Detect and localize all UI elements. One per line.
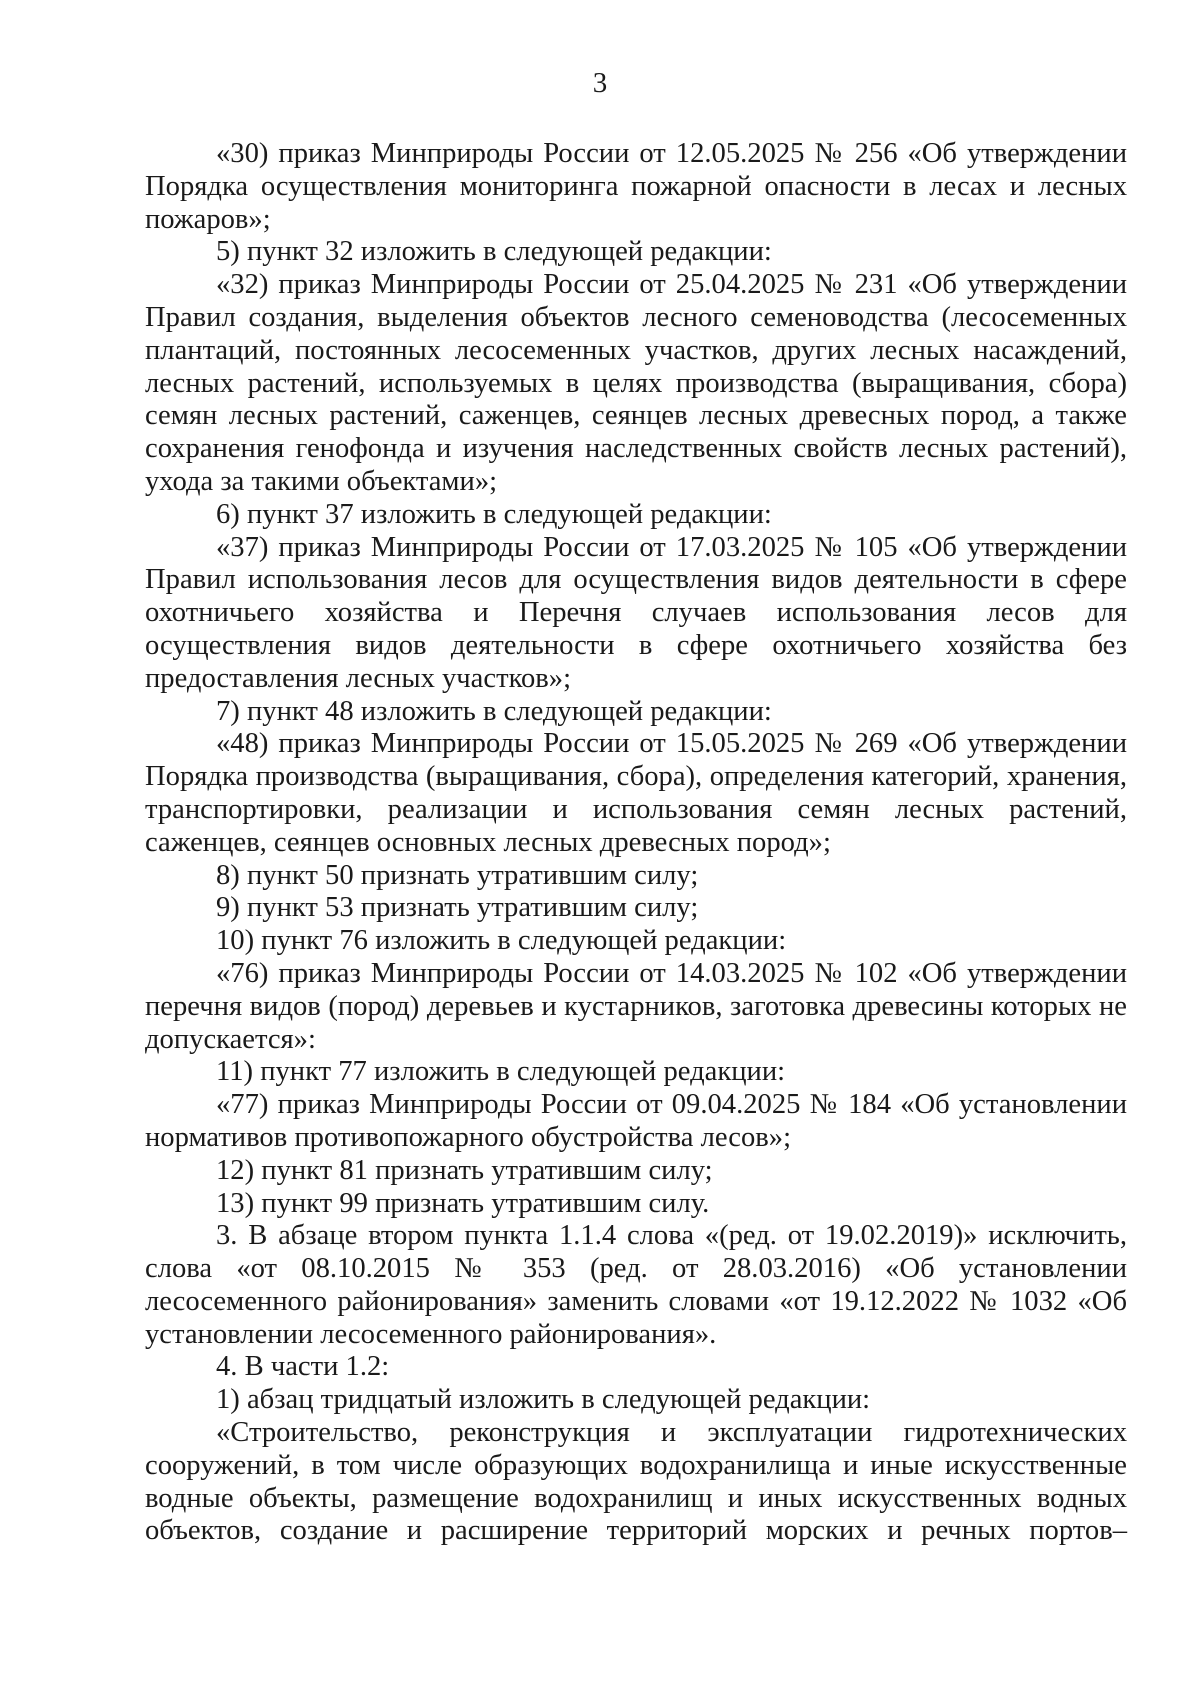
paragraph: «32) приказ Минприроды России от 25.04.2025 № 231 «Об утверждении Правил создания, выделения объектов лесного семеноводства (лесосеменных плантаций, постоянных лесосеменных участков, других лесных насаждений, лесных растений, используемых в целях производства (выращивания, сбора) семян лесных растений, саженцев, сеянцев лесных древесных пород, а также сохранения генофонда и изучения наследственных свойств лесных растений), ухода за такими объектами»;	[145, 269, 1127, 497]
paragraph: 9) пункт 53 признать утратившим силу;	[216, 892, 699, 924]
paragraph: «48) приказ Минприроды России от 15.05.2025 № 269 «Об утверждении Порядка производства (выращивания, сбора), определения категорий, хранения, транспортировки, реализации и использования семян лесных растений, саженцев, сеянцев основных лесных древесных пород»;	[145, 728, 1127, 858]
paragraph: «76) приказ Минприроды России от 14.03.2025 № 102 «Об утверждении перечня видов (пород) деревьев и кустарников, заготовка древесины которых не допускается»:	[145, 957, 1127, 1055]
paragraph: 5) пункт 32 изложить в следующей редакции:	[216, 236, 772, 268]
paragraph: 1) абзац тридцатый изложить в следующей редакции:	[216, 1384, 871, 1416]
paragraph: 3. В абзаце втором пункта 1.1.4 слова «(ред. от 19.02.2019)» исключить, слова «от 08.10.2015 № 353 (ред. от 28.03.2016) «Об установлении лесосеменного районирования» заменить словами «от 19.12.2022 № 1032 «Об установлении лесосеменного районирования».	[145, 1220, 1127, 1350]
paragraph: «Строительство, реконструкция и эксплуатации гидротехнических сооружений, в том числе образующих водохранилища и иные искусственные водные объекты, размещение водохранилищ и иных искусственных водных объектов, создание и расширение территорий морских и речных портов–	[145, 1417, 1127, 1547]
paragraph: 4. В части 1.2:	[216, 1351, 390, 1383]
paragraph: «30) приказ Минприроды России от 12.05.2025 № 256 «Об утверждении Порядка осуществления мониторинга пожарной опасности в лесах и лесных пожаров»;	[145, 138, 1127, 235]
document-body	[145, 138, 1127, 1548]
paragraph: 12) пункт 81 признать утратившим силу;	[216, 1154, 713, 1186]
paragraph: «37) приказ Минприроды России от 17.03.2025 № 105 «Об утверждении Правил использования лесов для осуществления видов деятельности в сфере охотничьего хозяйства и Перечня случаев использования лесов для осуществления видов деятельности в сфере охотничьего хозяйства без предоставления лесных участков»;	[145, 531, 1127, 694]
paragraph: «77) приказ Минприроды России от 09.04.2025 № 184 «Об установлении нормативов противопожарного обустройства лесов»;	[145, 1089, 1127, 1153]
paragraph: 10) пункт 76 изложить в следующей редакции:	[216, 925, 787, 957]
paragraph: 13) пункт 99 признать утратившим силу.	[216, 1187, 710, 1219]
paragraph: 8) пункт 50 признать утратившим силу;	[216, 859, 699, 891]
paragraph: 7) пункт 48 изложить в следующей редакции:	[216, 695, 772, 727]
page-number: 3	[592, 67, 608, 99]
paragraph: 6) пункт 37 изложить в следующей редакции:	[216, 498, 772, 530]
paragraph: 11) пункт 77 изложить в следующей редакции:	[216, 1056, 786, 1088]
